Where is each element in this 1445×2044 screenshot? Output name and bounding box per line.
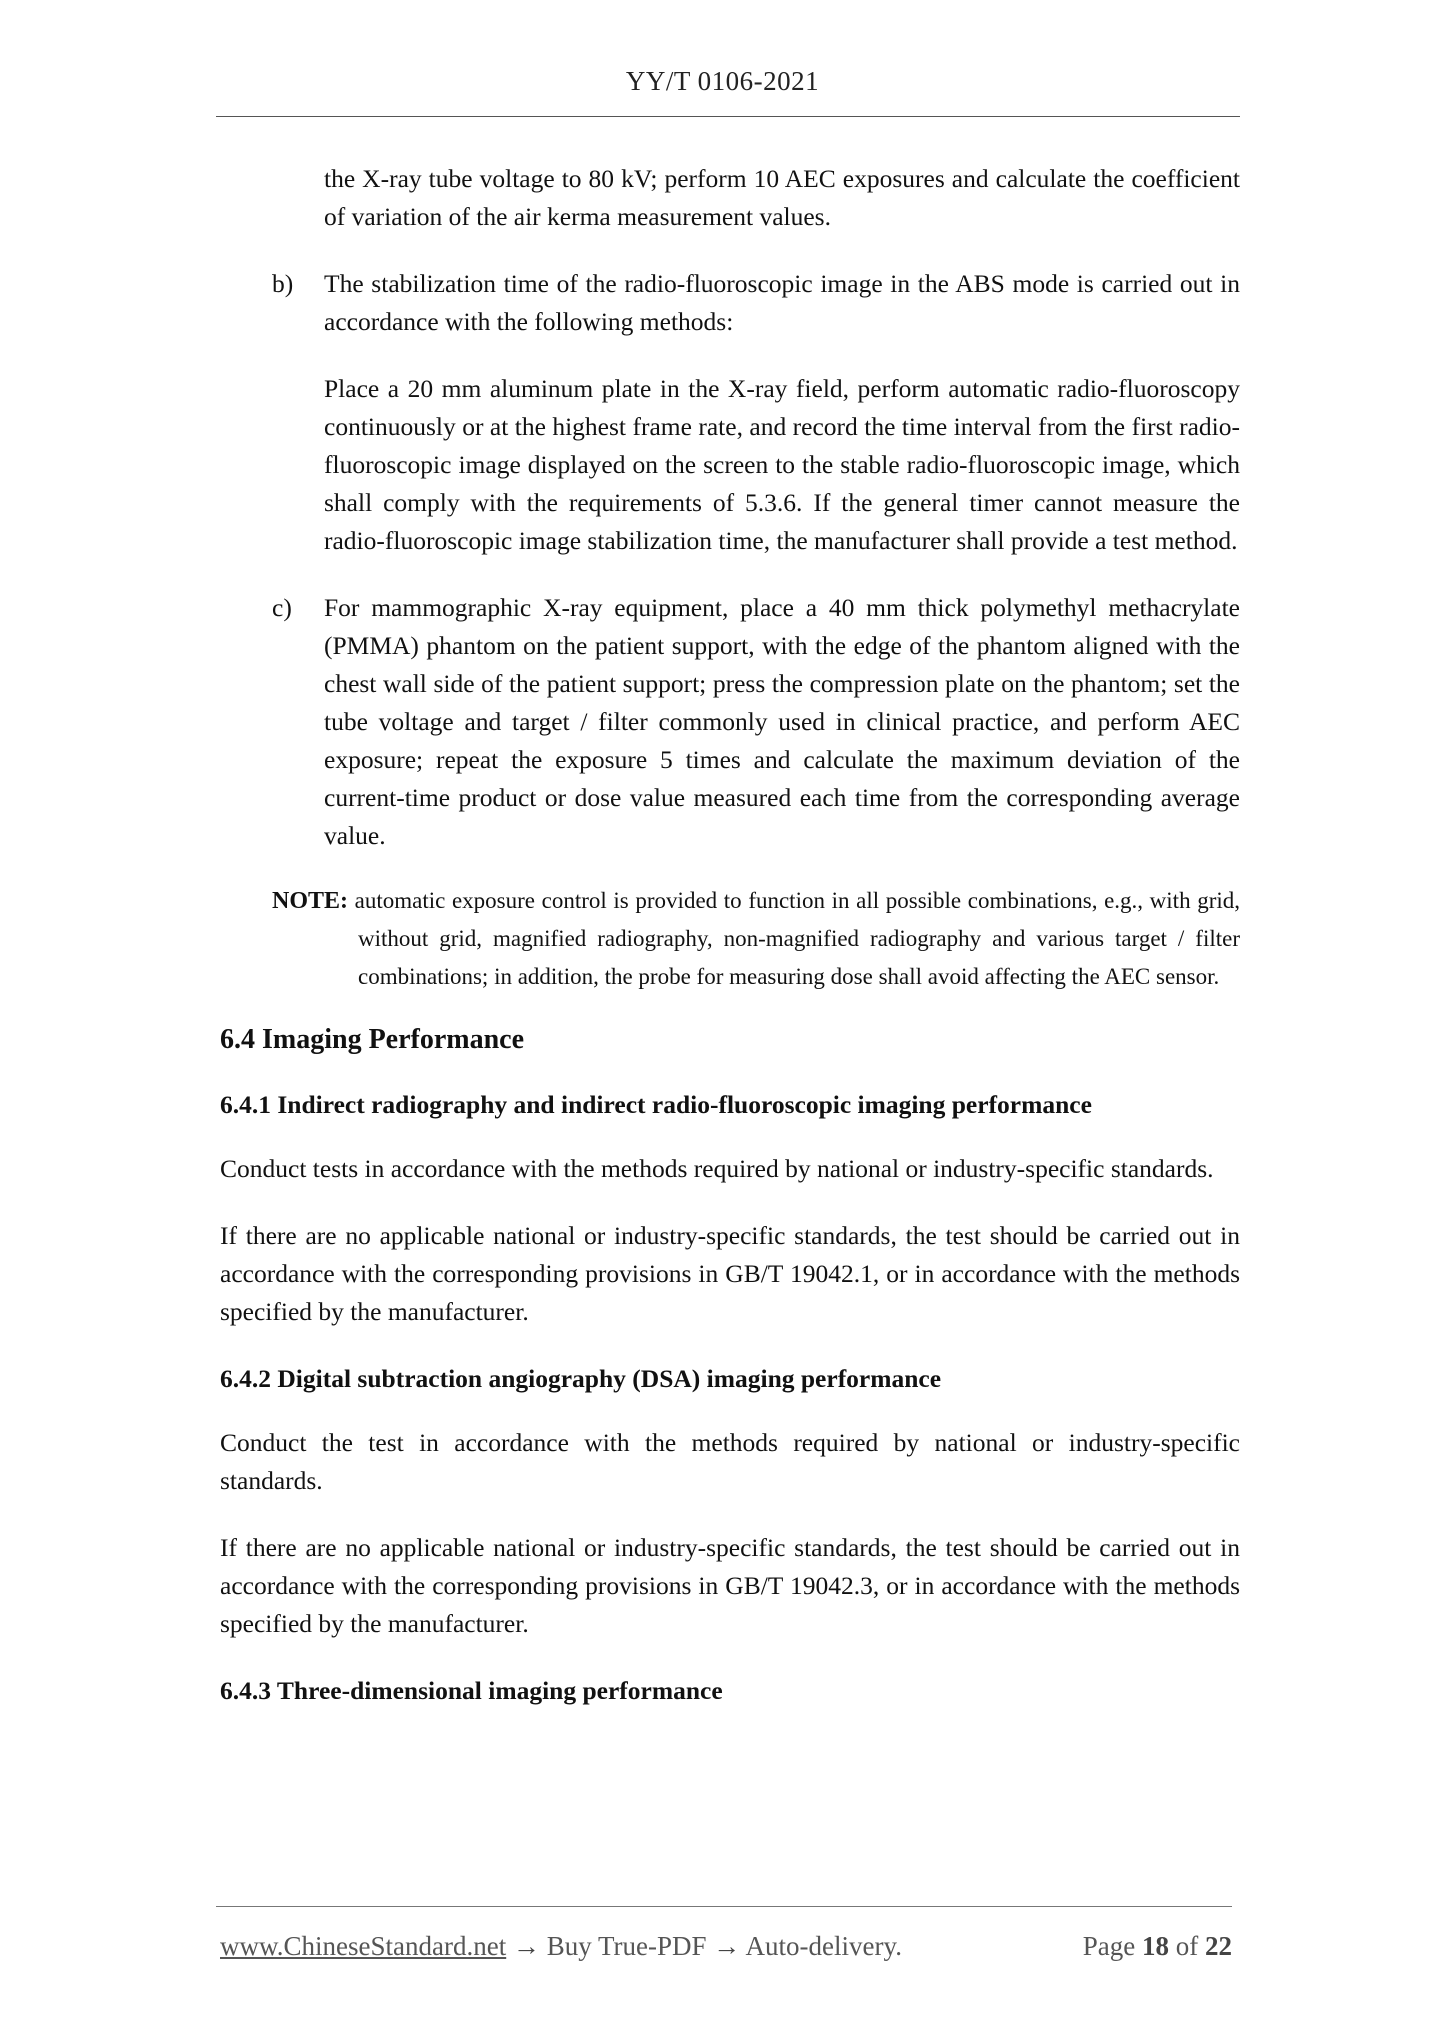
section-6-4-2-paragraph-2: If there are no applicable national or industry-specific standards, the test should be carried out in accordance with the corresponding provisions in GB/T 19042.3, or in accordance with the methods specified by the manufacturer. <box>220 1533 1240 1638</box>
note-text: automatic exposure control is provided to function in all possible combinations, e.g., with grid, without grid, magnified radiography, non-magnified radiography and various target / filter combinations; in addition, the probe for measuring dose shall avoid affecting the AEC sensor. <box>354 888 1241 989</box>
list-item-b-detail: Place a 20 mm aluminum plate in the X-ray field, perform automatic radio-fluoroscopy continuously or at the highest frame rate, and record the time interval from the first radio-fluoroscopic image displayed on the screen to the stable radio-fluoroscopic image, which shall comply with the requirements of 5.3.6. If the general timer cannot measure the radio-fluoroscopic image stabilization time, the manufacturer shall provide a test method. <box>324 374 1240 555</box>
list-item-c <box>220 589 1240 855</box>
header-divider <box>216 116 1240 117</box>
page-content <box>220 160 1240 1736</box>
continuation-paragraph: the X-ray tube voltage to 80 kV; perform 10 AEC exposures and calculate the coefficient of variation of the air kerma measurement values. <box>324 164 1240 231</box>
right-arrow-icon: → <box>512 1931 540 1961</box>
right-arrow-icon: → <box>713 1931 741 1961</box>
auto-delivery-text: Auto-delivery. <box>745 1931 902 1961</box>
current-page-number: 18 <box>1142 1931 1169 1961</box>
page-number-indicator <box>1083 1928 1232 1964</box>
note-label: NOTE: <box>272 888 349 914</box>
section-heading-6-4-2: 6.4.2 Digital subtraction angiography (DSA) imaging performance <box>220 1364 942 1393</box>
total-page-count: 22 <box>1205 1931 1232 1961</box>
section-heading-6-4: 6.4 Imaging Performance <box>220 1024 525 1055</box>
section-6-4-1-paragraph-1: Conduct tests in accordance with the methods required by national or industry-specific standards. <box>220 1154 1214 1183</box>
list-item-label: c) <box>272 593 292 622</box>
document-code-header: YY/T 0106-2021 <box>625 66 820 96</box>
page-word: Page <box>1082 1931 1136 1961</box>
section-heading-6-4-3: 6.4.3 Three-dimensional imaging performance <box>220 1676 723 1705</box>
list-item-text: For mammographic X-ray equipment, place a 40 mm thick polymethyl methacrylate (PMMA) phantom on the patient support, with the edge of the phantom aligned with the chest wall side of the patient support; press the compression plate on the phantom; set the tube voltage and target / filter commonly used in clinical practice, and perform AEC exposure; repeat the exposure 5 times and calculate the maximum deviation of the current-time product or dose value measured each time from the corresponding average value. <box>324 593 1240 850</box>
section-6-4-1-paragraph-2: If there are no applicable national or industry-specific standards, the test should be carried out in accordance with the corresponding provisions in GB/T 19042.1, or in accordance with the methods specified by the manufacturer. <box>220 1221 1240 1326</box>
site-link[interactable]: www.ChineseStandard.net <box>220 1931 507 1961</box>
footer-divider <box>216 1906 1232 1907</box>
section-heading-6-4-1: 6.4.1 Indirect radiography and indirect radio-fluoroscopic imaging performance <box>220 1090 1092 1119</box>
of-word: of <box>1175 1931 1199 1961</box>
note-block <box>272 882 1240 996</box>
section-6-4-2-paragraph-1: Conduct the test in accordance with the methods required by national or industry-specific standards. <box>220 1428 1240 1495</box>
list-item-b <box>220 265 1240 341</box>
footer-promo <box>220 1928 902 1964</box>
buy-true-pdf-text: Buy True-PDF <box>546 1931 707 1961</box>
list-item-text: The stabilization time of the radio-fluoroscopic image in the ABS mode is carried out in accordance with the following methods: <box>324 269 1240 336</box>
list-item-label: b) <box>272 269 294 298</box>
